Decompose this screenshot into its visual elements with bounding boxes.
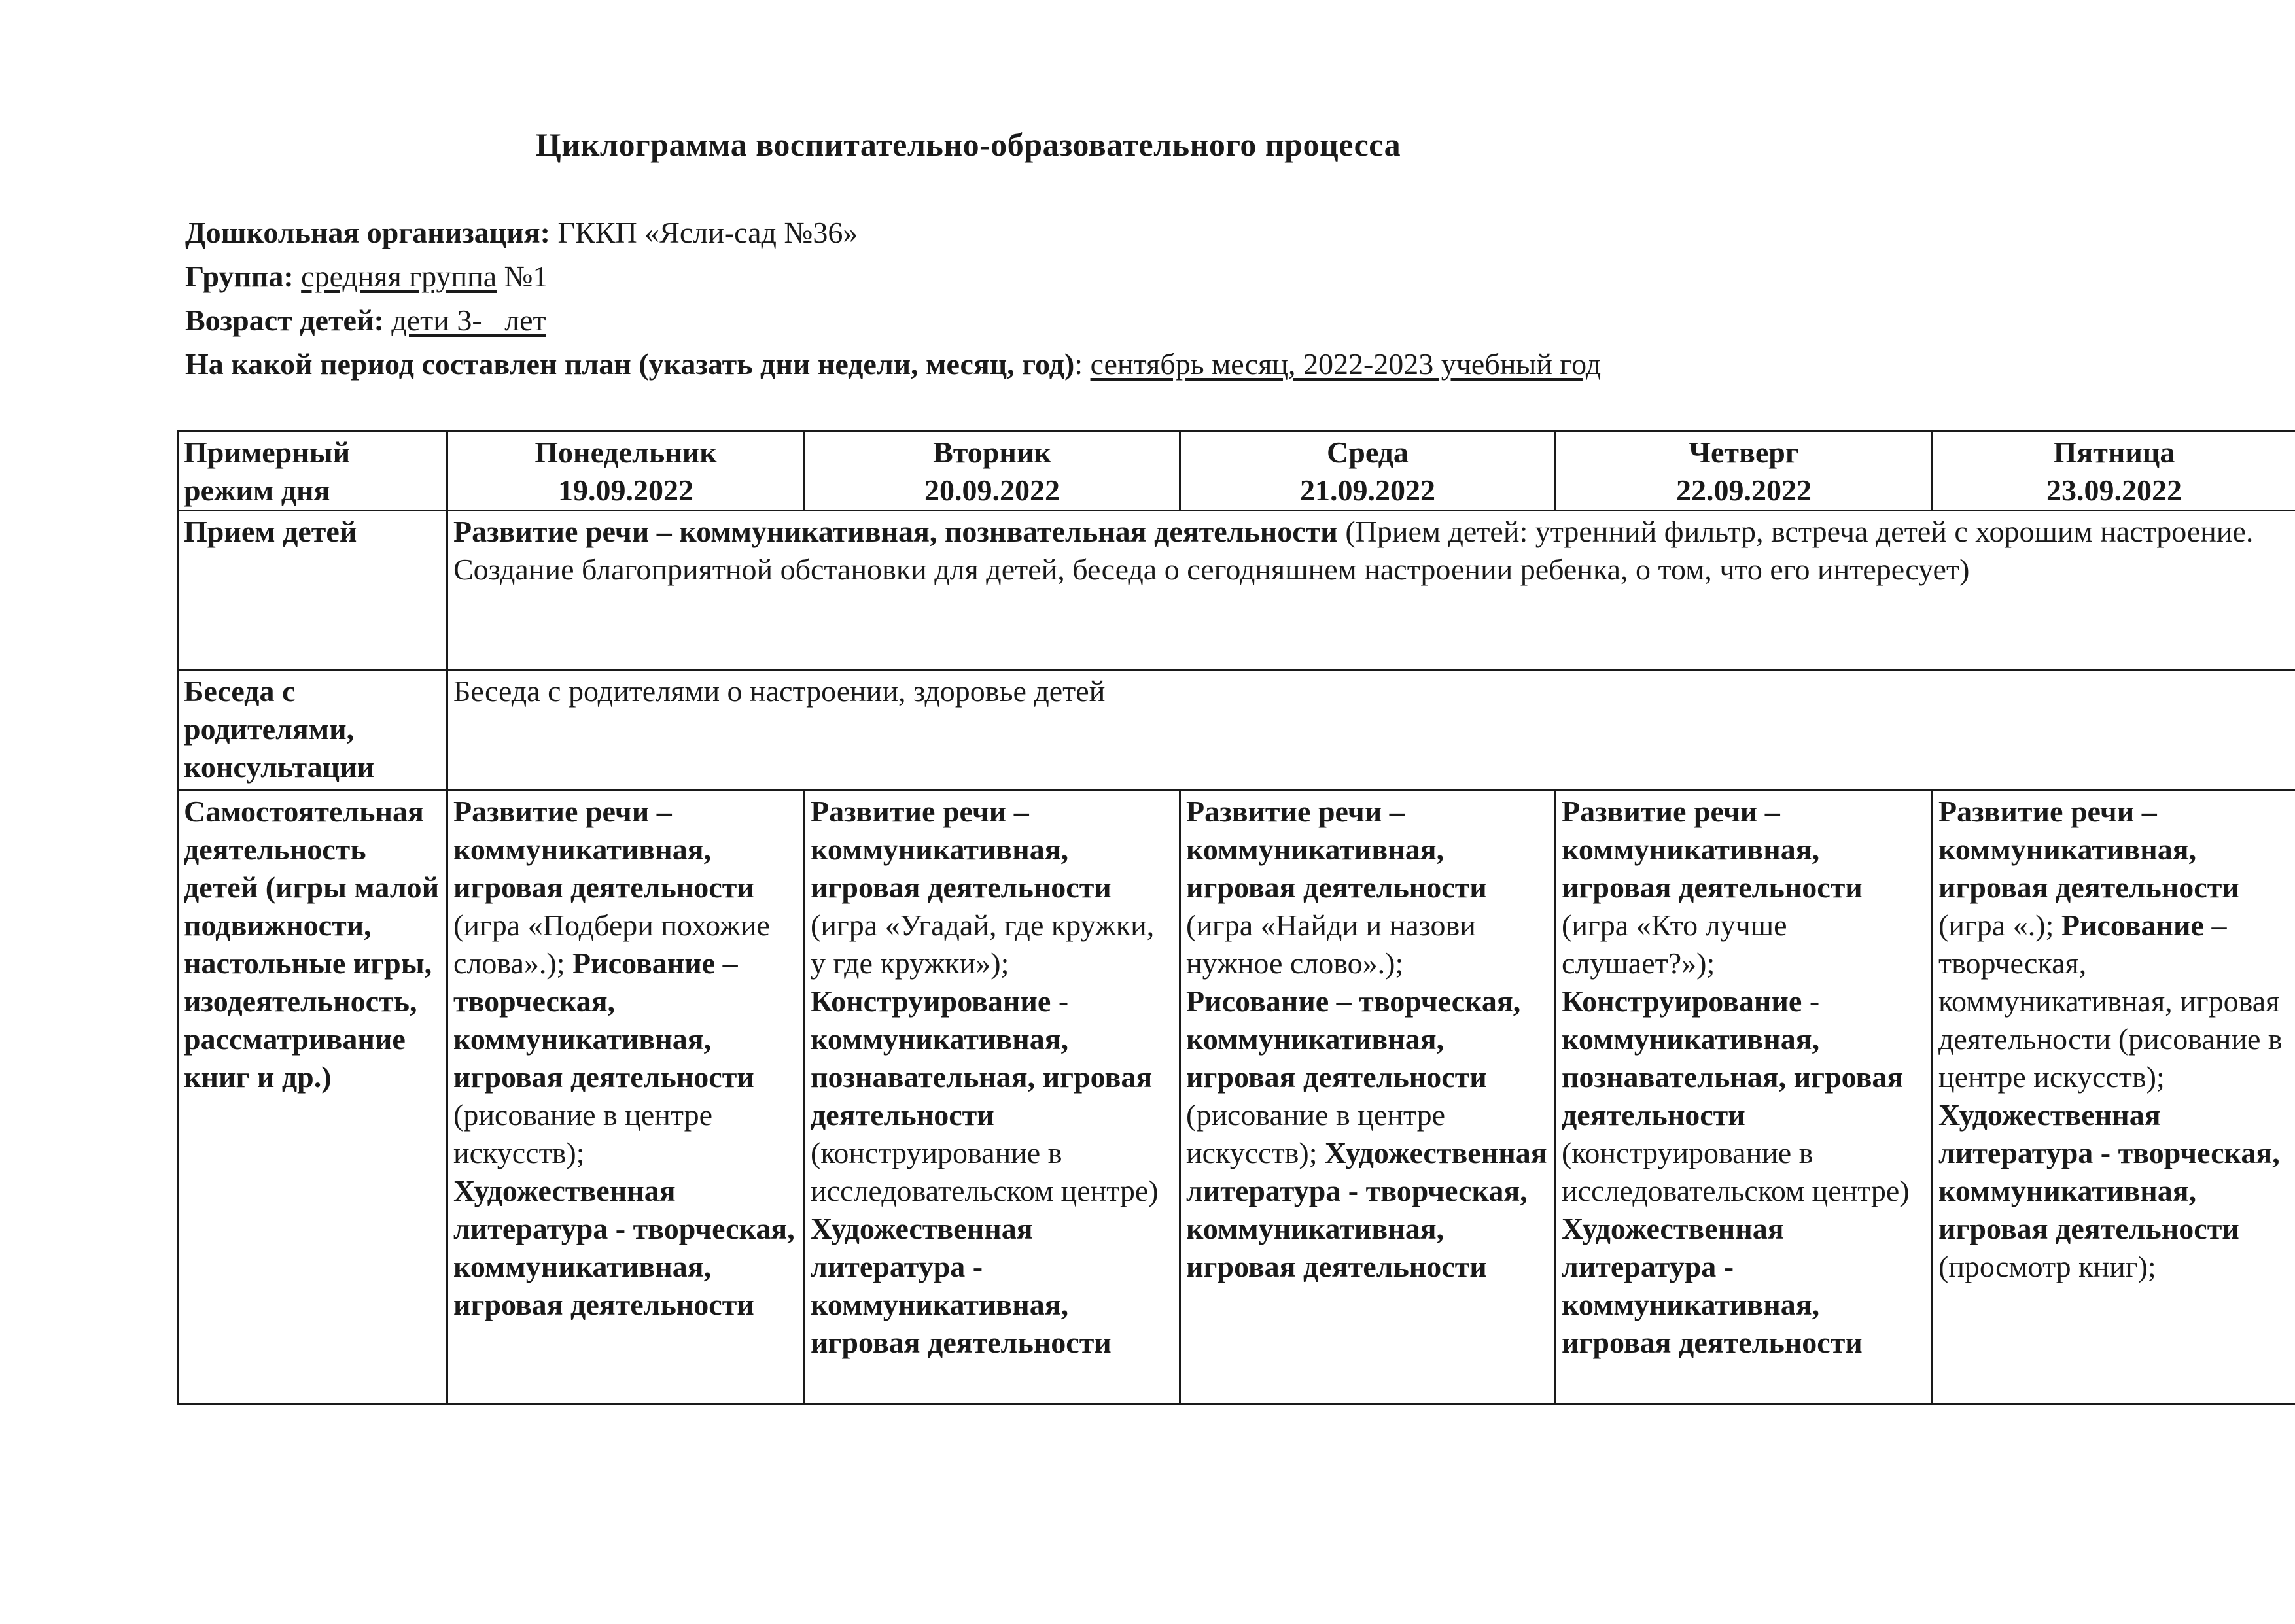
parents-content: Беседа с родителями о настроении, здоровье детей xyxy=(447,670,2295,791)
activity-bold: Художественная литература - творческая, коммуникативная, игровая деятельности xyxy=(453,1174,795,1321)
group-suffix: №1 xyxy=(497,260,548,293)
parents-label: Беседа с родителями, консультации xyxy=(178,670,447,791)
org-label: Дошкольная организация: xyxy=(185,216,550,249)
age-label: Возраст детей: xyxy=(185,303,384,337)
day-name: Вторник xyxy=(933,436,1051,469)
group-label: Группа: xyxy=(185,260,294,293)
activity-text: (конструирование в исследовательском центре) xyxy=(1562,1136,1910,1207)
day-date: 19.09.2022 xyxy=(558,474,693,507)
independent-monday xyxy=(447,791,805,1404)
group-value: средняя группа xyxy=(301,260,497,293)
independent-row xyxy=(178,791,2295,1404)
day-name: Среда xyxy=(1327,436,1409,469)
header-day-monday xyxy=(447,432,805,511)
org-row xyxy=(185,211,1601,254)
activity-bold: Развитие речи – коммуникативная, игровая деятельности xyxy=(1186,795,1487,904)
activity-bold: Конструирование - коммуникативная, познавательная, игровая деятельности xyxy=(1562,984,1904,1132)
activity-bold: Развитие речи – коммуникативная, игровая деятельности xyxy=(1938,795,2239,904)
independent-friday xyxy=(1933,791,2295,1404)
activity-bold: Художественная литература - коммуникативная, игровая деятельности xyxy=(811,1212,1112,1359)
activity-text: (рисование в центре искусств); xyxy=(1186,1098,1445,1169)
activity-text: (рисование в центре искусств); xyxy=(453,1098,712,1169)
activity-bold: Художественная литература - творческая, коммуникативная, игровая деятельности xyxy=(1186,1136,1547,1283)
day-name: Пятница xyxy=(2053,436,2175,469)
activity-bold: Художественная литература - творческая, коммуникативная, игровая деятельности xyxy=(1938,1098,2280,1245)
group-row xyxy=(185,254,1601,298)
schedule-table xyxy=(177,430,2295,1405)
independent-thursday xyxy=(1556,791,1933,1404)
day-date: 20.09.2022 xyxy=(924,474,1060,507)
activity-bold: Рисование – творческая, коммуникативная, игровая деятельности xyxy=(1186,984,1521,1094)
header-day-tuesday xyxy=(805,432,1180,511)
reception-bold: Развитие речи – коммуникативная, познвательная деятельности xyxy=(453,515,1338,548)
day-date: 23.09.2022 xyxy=(2046,474,2182,507)
activity-bold: Развитие речи – коммуникативная, игровая деятельности xyxy=(453,795,754,904)
org-value: ГККП «Ясли-сад №36» xyxy=(550,216,858,249)
activity-text: (игра «.); xyxy=(1938,908,2054,942)
header-day-wednesday xyxy=(1180,432,1556,511)
independent-label: Самостоятельная деятельность детей (игры малой подвижности, настольные игры, изодеятельность, рассматривание книг и др.) xyxy=(178,791,447,1404)
age-row xyxy=(185,298,1601,342)
activity-text: (рисование в центре искусств); xyxy=(1938,1022,2283,1094)
reception-label: Прием детей xyxy=(178,511,447,670)
activity-text: – творческая, коммуникативная, игровая деятельности xyxy=(1938,908,2280,1056)
header-day-friday xyxy=(1933,432,2295,511)
header-day-thursday xyxy=(1556,432,1933,511)
day-name: Понедельник xyxy=(534,436,717,469)
activity-bold: Рисование – творческая, коммуникативная, игровая деятельности xyxy=(453,946,754,1094)
period-label: На какой период составлен план (указать дни недели, месяц, год) xyxy=(185,347,1075,381)
reception-row xyxy=(178,511,2295,670)
independent-wednesday xyxy=(1180,791,1556,1404)
period-colon: : xyxy=(1074,347,1091,381)
reception-text: (Прием детей: утренний фильтр, встреча детей с хорошим настроение. Создание благоприятной обстановки для детей, беседа о сегодняшнем настроении ребенка, о том, что его интересует) xyxy=(453,515,2254,586)
header-regime: Примерный режим дня xyxy=(178,432,447,511)
activity-bold: Художественная литература - коммуникативная, игровая деятельности xyxy=(1562,1212,1863,1359)
activity-text: (конструирование в исследовательском центре) xyxy=(811,1136,1159,1207)
reception-content xyxy=(447,511,2295,670)
table-header-row xyxy=(178,432,2295,511)
period-value: сентябрь месяц, 2022-2023 учебный год xyxy=(1090,347,1602,381)
document-meta xyxy=(185,211,1601,386)
age-value: дети 3- лет xyxy=(391,303,546,337)
parents-row xyxy=(178,670,2295,791)
document-title: Циклограмма воспитательно-образовательного процесса xyxy=(535,126,1401,163)
activity-text: (игра «Угадай, где кружки, у где кружки»); xyxy=(811,908,1155,980)
activity-text: (игра «Подбери похожие слова».); xyxy=(453,908,770,980)
independent-tuesday xyxy=(805,791,1180,1404)
activity-bold: Развитие речи – коммуникативная, игровая деятельности xyxy=(811,795,1112,904)
period-row xyxy=(185,342,1601,386)
activity-bold: Рисование xyxy=(2061,908,2204,942)
activity-bold: Развитие речи – коммуникативная, игровая деятельности xyxy=(1562,795,1863,904)
day-date: 21.09.2022 xyxy=(1300,474,1435,507)
activity-text: (игра «Кто лучше слушает?»); xyxy=(1562,908,1787,980)
activity-bold: Конструирование - коммуникативная, познавательная, игровая деятельности xyxy=(811,984,1153,1132)
day-name: Четверг xyxy=(1689,436,1799,469)
activity-text: (просмотр книг); xyxy=(1938,1250,2156,1283)
activity-text: (игра «Найди и назови нужное слово».); xyxy=(1186,908,1476,980)
day-date: 22.09.2022 xyxy=(1676,474,1812,507)
